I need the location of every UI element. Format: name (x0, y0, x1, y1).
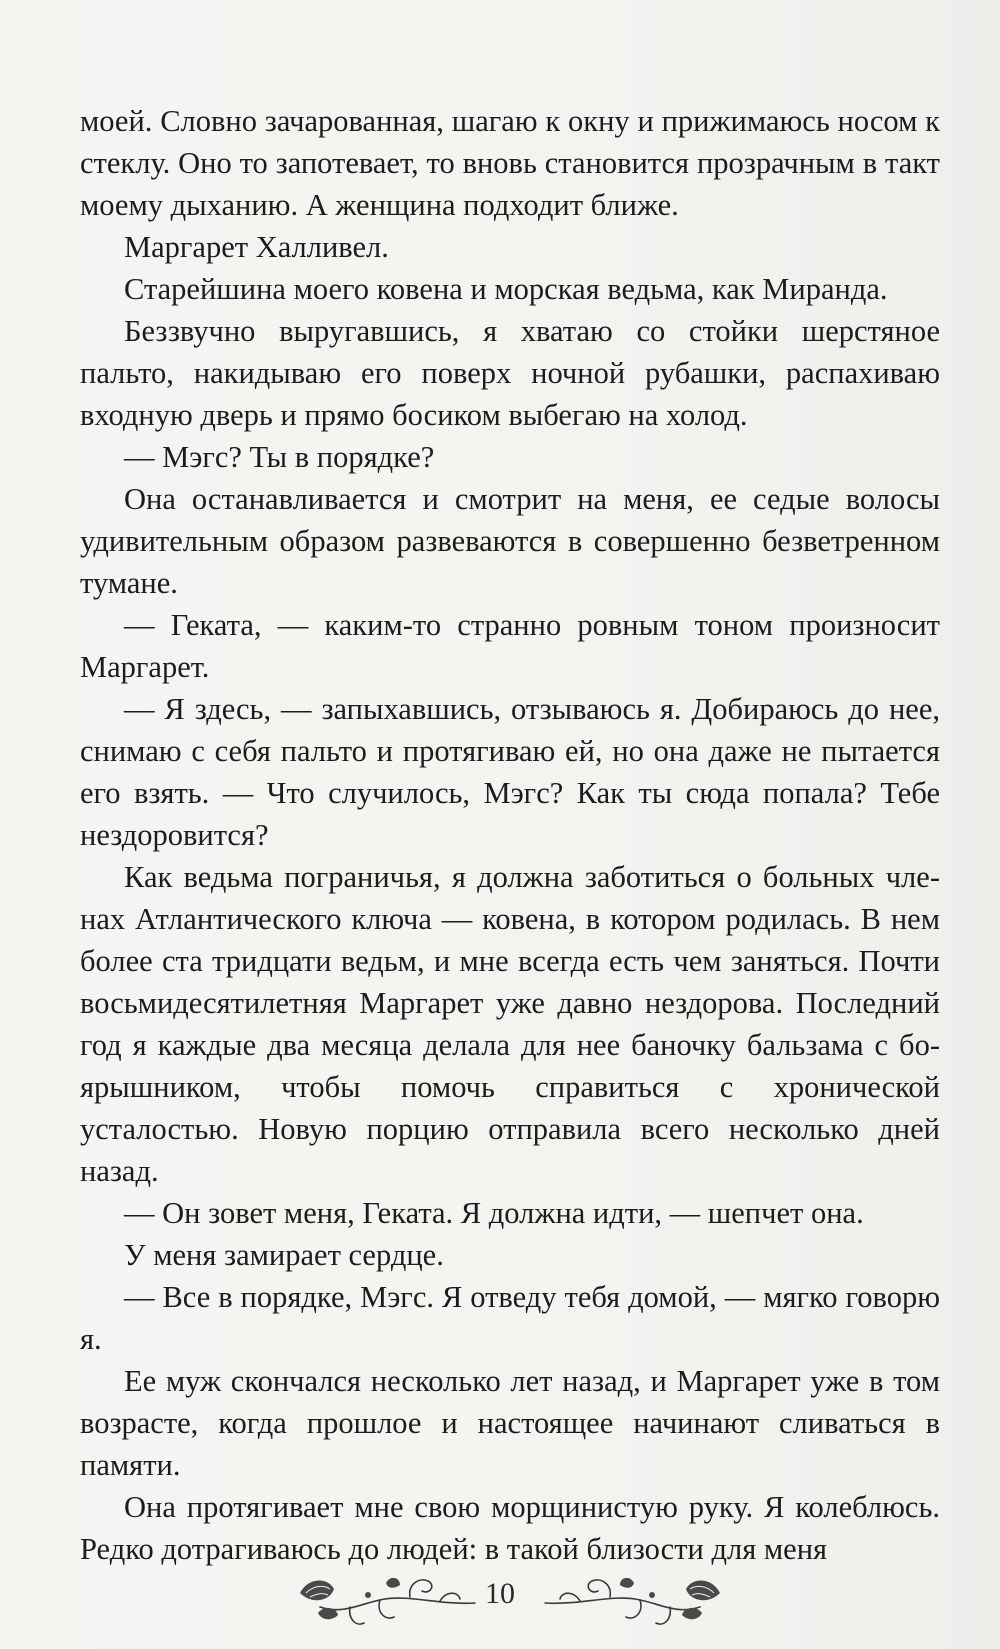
floral-ornament-icon (290, 1555, 480, 1635)
paragraph: — Мэгс? Ты в порядке? (124, 440, 435, 474)
paragraph: Как ведьма пограничья, я должна заботиться о больных членах Атлантического ключа — ковена, в котором родилась. В нем более ста тридцати ведьм, и мне всегда есть чем заняться. Почти восьмидесятилетняя Маргарет уже давно нездорова. Последний год я каждые два месяца делала для нее баночку бальзама с боярышником, чтобы помочь справиться с хронической усталостью. Новую порцию отправила всего несколько дней назад. (80, 860, 940, 1188)
paragraph: моей. Словно зачарованная, шагаю к окну и прижимаюсь носом к стеклу. Оно то запотевает, то вновь становится прозрачным в такт моему дыханию. А женщина подходит ближе. (80, 104, 940, 222)
paragraph: Старейшина моего ковена и морская ведьма, как Миранда. (124, 272, 888, 306)
paragraph: — Все в порядке, Мэгс. Я отведу тебя домой, — мягко говорю я. (80, 1280, 940, 1356)
paragraph: Ее муж скончался несколько лет назад, и Маргарет уже в том возрасте, когда прошлое и настоящее начинают сливаться в памяти. (80, 1364, 940, 1482)
paragraph: Она протягивает мне свою морщинистую руку. Я колеблюсь. Редко дотрагиваюсь до людей: в такой близости для меня (80, 1490, 940, 1566)
paragraph: Она останавливается и смотрит на меня, ее седые волосы удивительным образом развеваются в совершенно безветренном тумане. (80, 482, 940, 600)
paragraph: Беззвучно выругавшись, я хватаю со стойки шерстяное пальто, накидываю его поверх ночной рубашки, распахиваю входную дверь и прямо босиком выбегаю на холод. (80, 314, 940, 432)
paragraph: — Я здесь, — запыхавшись, отзываюсь я. Добираюсь до нее, снимаю с себя пальто и протягиваю ей, но она даже не пытается его взять. — Что случилось, Мэгс? Как ты сюда попала? Тебе нездоровится? (80, 692, 940, 852)
paragraph: Маргарет Халливел. (124, 230, 389, 264)
floral-ornament-icon (540, 1555, 730, 1635)
paragraph: — Геката, — каким-то странно ровным тоном произносит Маргарет. (80, 608, 940, 684)
page-footer (0, 1555, 1000, 1635)
paragraph: У меня замирает сердце. (124, 1238, 444, 1272)
page-number: 10 (485, 1577, 515, 1610)
paragraph: — Он зовет меня, Геката. Я должна идти, — шепчет она. (124, 1196, 864, 1230)
body-text (80, 100, 940, 1570)
